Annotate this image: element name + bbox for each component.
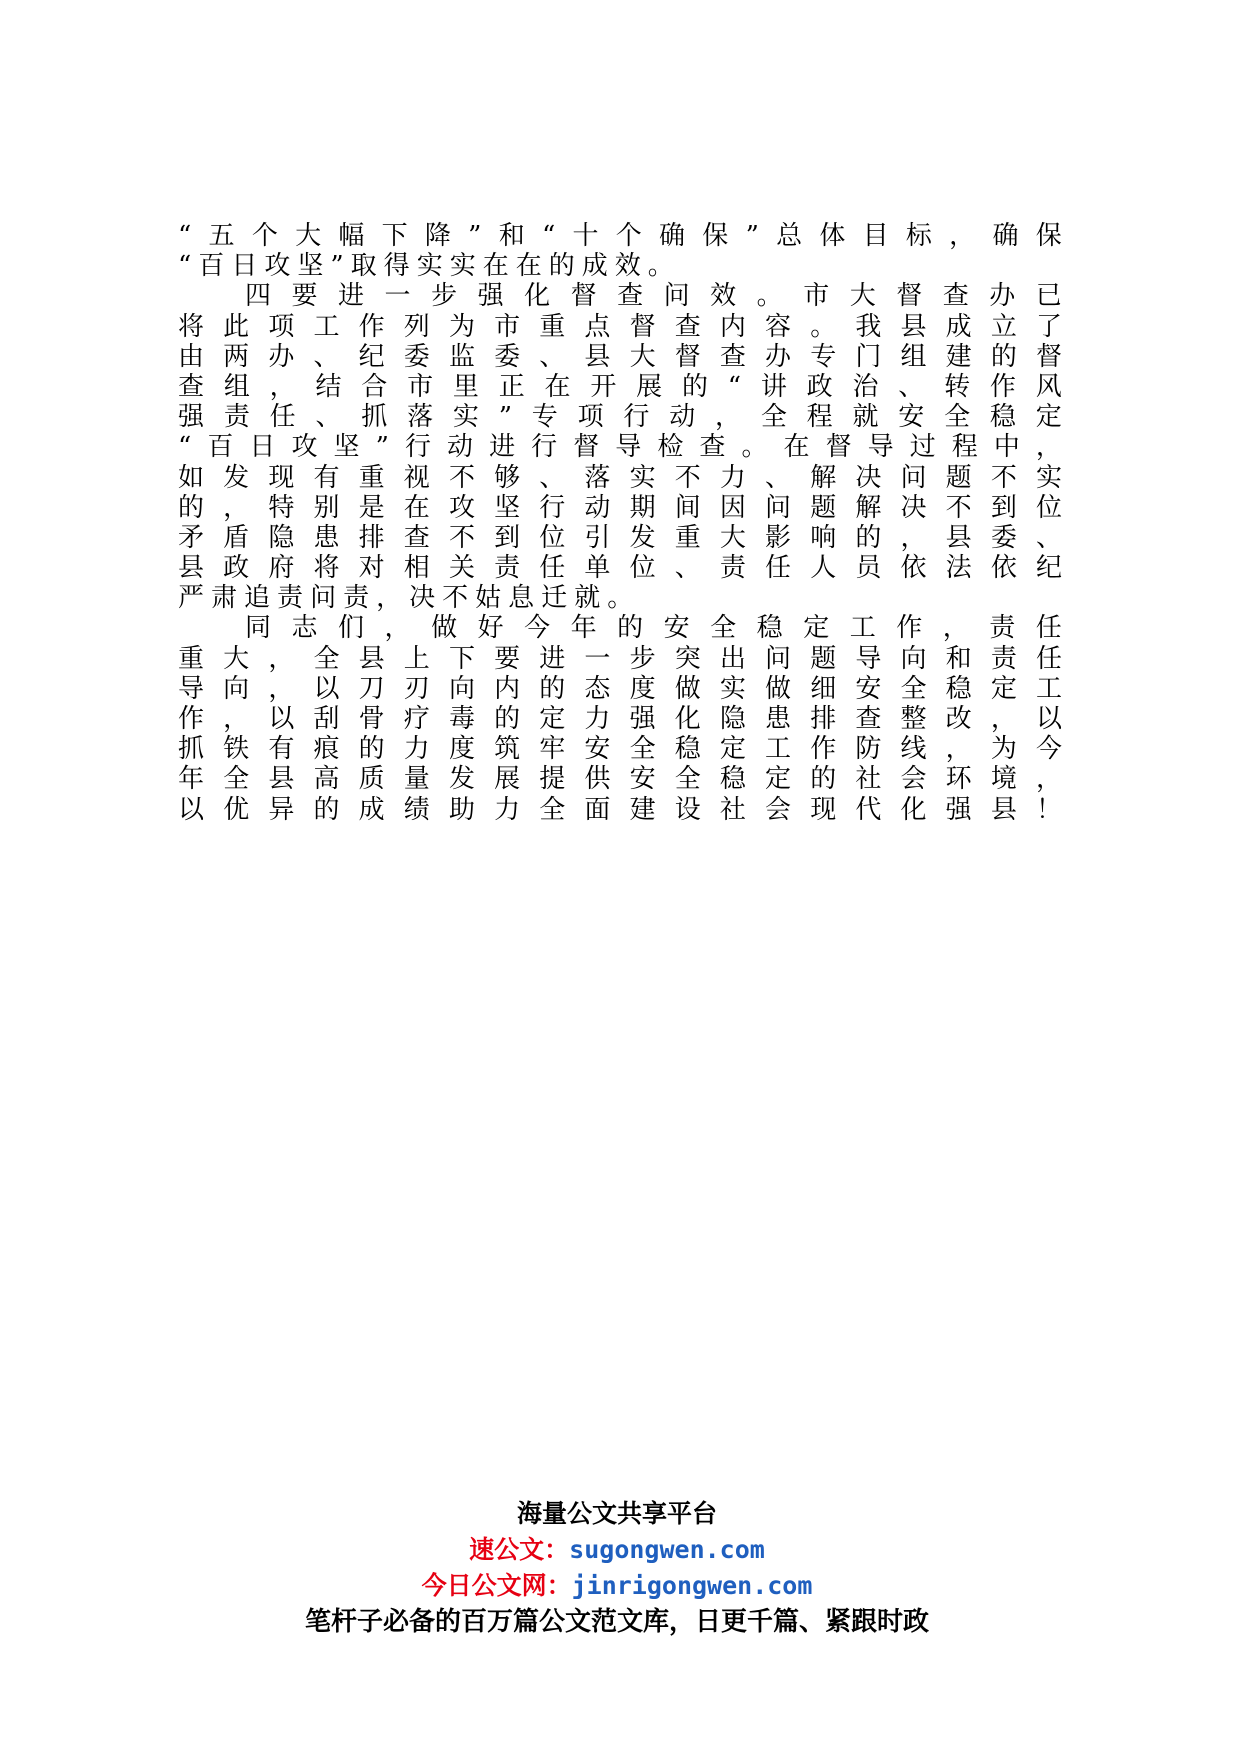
body-text-line: 严 肃 追 责 问 责 ， 决 不 姑 息 迁 就 。 (178, 583, 634, 614)
body-text-line: 年 全 县 高 质 量 发 展 提 供 安 全 稳 定 的 社 会 环 境 ， (178, 764, 1062, 795)
footer-site-2[interactable] (0, 1568, 1234, 1604)
body-text-line: 县 政 府 将 对 相 关 责 任 单 位 、 责 任 人 员 依 法 依 纪 (178, 553, 1062, 584)
footer-slogan: 笔杆子必备的百万篇公文范文库，日更千篇、紧跟时政 (304, 1607, 929, 1637)
body-text-line: “ 百 日 攻 坚 ” 取 得 实 实 在 在 的 成 效 。 (178, 251, 674, 282)
body-text-line: 由 两 办 、 纪 委 监 委 、 县 大 督 查 办 专 门 组 建 的 督 (178, 341, 1062, 372)
site-2-url[interactable]: jinrigongwen.com (571, 1571, 813, 1600)
site-1-url[interactable]: sugongwen.com (569, 1535, 765, 1564)
footer-heading: 海量公文共享平台 (516, 1499, 717, 1528)
body-text-line: 将 此 项 工 作 列 为 市 重 点 督 查 内 容 。 我 县 成 立 了 (178, 311, 1062, 342)
site-1-label: 速公文： (469, 1535, 570, 1564)
document-body (178, 221, 1062, 825)
body-text-line: 重 大 ， 全 县 上 下 要 进 一 步 突 出 问 题 导 向 和 责 任 (178, 643, 1062, 674)
body-text-line: “ 五 个 大 幅 下 降 ” 和 “ 十 个 确 保 ” 总 体 目 标 ， 确 保 (178, 221, 1062, 251)
body-text-line: “ 百 日 攻 坚 ” 行 动 进 行 督 导 检 查 。 在 督 导 过 程 中 ， (178, 432, 1062, 463)
body-text-line: 抓 铁 有 痕 的 力 度 筑 牢 安 全 稳 定 工 作 防 线 ， 为 今 (178, 734, 1062, 765)
body-text-line: 作 ， 以 刮 骨 疗 毒 的 定 力 强 化 隐 患 排 查 整 改 ， 以 (178, 704, 1062, 734)
body-text-line: 以 优 异 的 成 绩 助 力 全 面 建 设 社 会 现 代 化 强 县 ！ (178, 794, 1062, 825)
body-text-line: 查 组 ， 结 合 市 里 正 在 开 展 的 “ 讲 政 治 、 转 作 风 (178, 371, 1062, 402)
body-text-line: 导 向 ， 以 刀 刃 向 内 的 态 度 做 实 做 细 安 全 稳 定 工 (178, 673, 1062, 704)
footer-banner (0, 1496, 1234, 1640)
body-text-line: 强 责 任 、 抓 落 实 ” 专 项 行 动 ， 全 程 就 安 全 稳 定 (178, 402, 1062, 433)
body-text-line: 同 志 们 ， 做 好 今 年 的 安 全 稳 定 工 作 ， 责 任 (245, 613, 1062, 644)
body-text-line: 四 要 进 一 步 强 化 督 查 问 效 。 市 大 督 查 办 已 (245, 281, 1062, 312)
body-text-line: 矛 盾 隐 患 排 查 不 到 位 引 发 重 大 影 响 的 ， 县 委 、 (178, 522, 1062, 553)
body-text-line: 的 ， 特 别 是 在 攻 坚 行 动 期 间 因 问 题 解 决 不 到 位 (178, 492, 1062, 523)
body-text-line: 如 发 现 有 重 视 不 够 、 落 实 不 力 、 解 决 问 题 不 实 (178, 462, 1062, 493)
footer-site-1[interactable] (0, 1532, 1234, 1568)
site-2-label: 今日公文网： (421, 1571, 572, 1600)
